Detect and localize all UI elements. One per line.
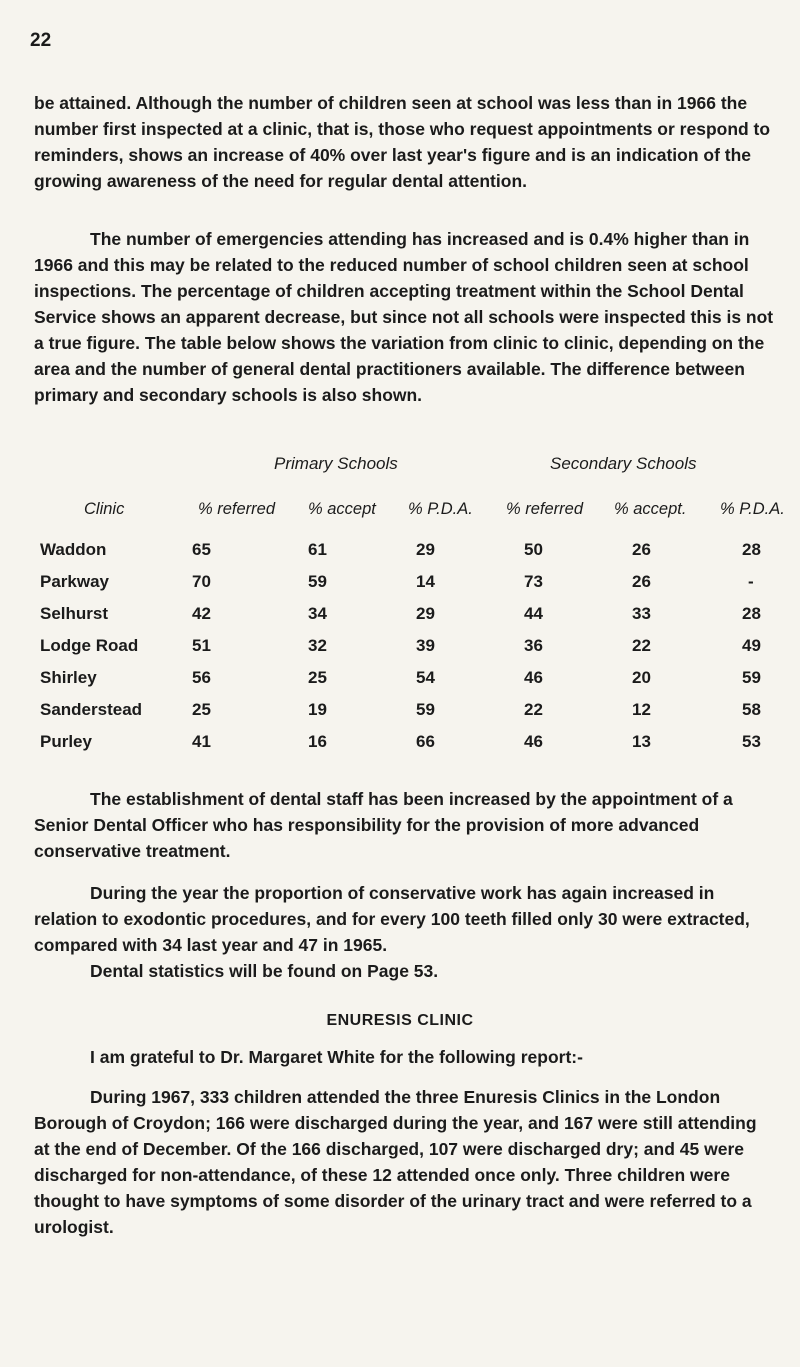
primary-referred-value: 42 <box>192 604 211 623</box>
primary-accept-value: 61 <box>308 540 327 559</box>
secondary-accept-value: 12 <box>632 700 651 719</box>
group-header-primary: Primary Schools <box>274 454 398 473</box>
primary-referred-value: 41 <box>192 732 211 751</box>
primary-accept-value: 59 <box>308 572 327 591</box>
table-row <box>40 700 800 728</box>
primary-accept-value: 32 <box>308 636 327 655</box>
secondary-accept-value: 26 <box>632 540 651 559</box>
secondary-pda-value: 58 <box>742 700 761 719</box>
paragraph-enuresis-report: During 1967, 333 children attended the three Enuresis Clinics in the London Borough of Croydon; 166 were discharged during the year, and 167 were still attending at the end of December. Of the 166 discharged, 107 were discharged dry; and 45 were discharged for non-attendance, of these 12 attended once only. Three children were thought to have symptoms of some disorder of the urinary tract and were referred to a urologist. <box>34 1087 757 1237</box>
group-header-secondary: Secondary Schools <box>550 454 697 473</box>
table-row <box>40 732 800 760</box>
secondary-referred-value: 44 <box>524 604 543 623</box>
primary-pda-value: 29 <box>416 540 435 559</box>
table-row <box>40 572 800 600</box>
secondary-pda-value: - <box>748 572 754 591</box>
column-header-primary-accept: % accept <box>308 500 376 518</box>
primary-pda-value: 39 <box>416 636 435 655</box>
primary-referred-value: 25 <box>192 700 211 719</box>
clinic-name: Shirley <box>40 668 97 687</box>
clinic-name: Lodge Road <box>40 636 139 655</box>
primary-pda-value: 59 <box>416 700 435 719</box>
paragraph-dental-staff: The establishment of dental staff has been increased by the appointment of a Senior Dental Officer who has responsibility for the provision of more advanced conservative treatment. <box>34 789 733 861</box>
secondary-pda-value: 28 <box>742 540 761 559</box>
secondary-referred-value: 50 <box>524 540 543 559</box>
secondary-referred-value: 46 <box>524 732 543 751</box>
paragraph-conservative-work: During the year the proportion of conservative work has again increased in relation to exodontic procedures, and for every 100 teeth filled only 30 were extracted, compared with 34 last year and 47 in 1965. <box>34 883 750 955</box>
secondary-accept-value: 20 <box>632 668 651 687</box>
secondary-pda-value: 59 <box>742 668 761 687</box>
table-row <box>40 540 800 568</box>
paragraph-emergencies: The number of emergencies attending has increased and is 0.4% higher than in 1966 and this may be related to the reduced number of school children seen at school inspections. The percentage of children accepting treatment within the School Dental Service shows an apparent decrease, but since not all schools were inspected this is not a true figure. The table below shows the variation from clinic to clinic, depending on the area and the number of general dental practitioners available. The difference between primary and secondary schools is also shown. <box>34 229 774 405</box>
secondary-referred-value: 22 <box>524 700 543 719</box>
primary-pda-value: 29 <box>416 604 435 623</box>
table-row <box>40 668 800 696</box>
column-header-secondary-referred: % referred <box>506 500 584 518</box>
secondary-pda-value: 53 <box>742 732 761 751</box>
primary-pda-value: 14 <box>416 572 435 591</box>
primary-pda-value: 54 <box>416 668 435 687</box>
secondary-accept-value: 22 <box>632 636 651 655</box>
secondary-accept-value: 33 <box>632 604 651 623</box>
secondary-referred-value: 36 <box>524 636 543 655</box>
secondary-pda-value: 28 <box>742 604 761 623</box>
secondary-referred-value: 46 <box>524 668 543 687</box>
table-row <box>40 636 800 664</box>
primary-accept-value: 25 <box>308 668 327 687</box>
column-header-primary-referred: % referred <box>198 500 276 518</box>
clinic-name: Waddon <box>40 540 107 559</box>
secondary-referred-value: 73 <box>524 572 543 591</box>
paragraph-dental-attention: be attained. Although the number of children seen at school was less than in 1966 the number first inspected at a clinic, that is, those who request appointments or respond to reminders, shows an increase of 40% over last year's figure and is an indication of the growing awareness of the need for regular dental attention. <box>34 93 771 191</box>
paragraph-dental-statistics: Dental statistics will be found on Page 53. <box>90 961 439 981</box>
paragraph-acknowledgement: I am grateful to Dr. Margaret White for the following report:- <box>90 1047 583 1067</box>
secondary-accept-value: 13 <box>632 732 651 751</box>
primary-accept-value: 16 <box>308 732 327 751</box>
page-number: 22 <box>30 30 52 51</box>
primary-referred-value: 56 <box>192 668 211 687</box>
primary-referred-value: 51 <box>192 636 211 655</box>
clinic-name: Parkway <box>40 572 109 591</box>
primary-referred-value: 70 <box>192 572 211 591</box>
column-header-clinic: Clinic <box>84 500 125 518</box>
secondary-accept-value: 26 <box>632 572 651 591</box>
column-header-primary-pda: % P.D.A. <box>408 500 473 518</box>
section-heading-enuresis-clinic: ENURESIS CLINIC <box>326 1012 474 1029</box>
primary-accept-value: 19 <box>308 700 327 719</box>
clinic-name: Selhurst <box>40 604 109 623</box>
column-header-secondary-pda: % P.D.A. <box>720 500 785 518</box>
clinic-name: Sanderstead <box>40 700 143 719</box>
primary-pda-value: 66 <box>416 732 435 751</box>
secondary-pda-value: 49 <box>742 636 761 655</box>
primary-referred-value: 65 <box>192 540 211 559</box>
primary-accept-value: 34 <box>308 604 327 623</box>
column-header-secondary-accept: % accept. <box>614 500 687 518</box>
table-row <box>40 604 800 632</box>
clinic-name: Purley <box>40 732 92 751</box>
